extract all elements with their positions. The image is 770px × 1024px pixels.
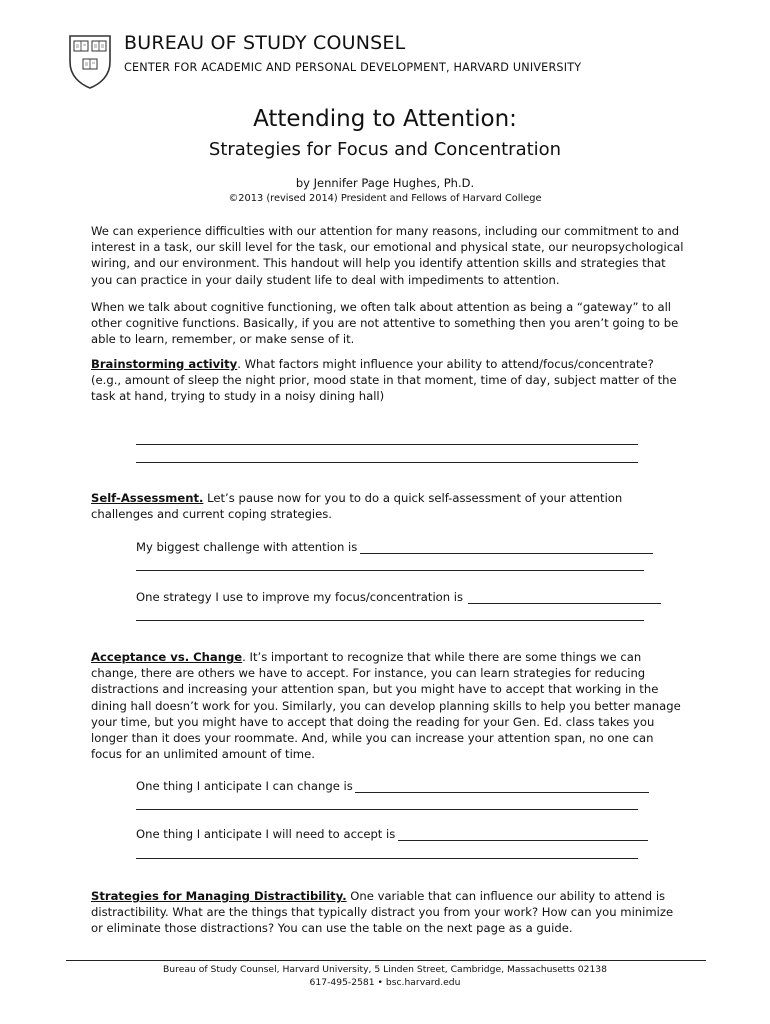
change-prompt: One thing I anticipate I can change is: [136, 779, 353, 793]
self-assessment-text: Let’s pause now for you to do a quick self-assessment of your attention challenges and current coping strategies.: [91, 491, 623, 522]
acceptance-paragraph: [91, 649, 685, 762]
document-subtitle: Strategies for Focus and Concentration: [208, 139, 562, 160]
harvard-shield-icon: [66, 32, 114, 90]
challenge-prompt: My biggest challenge with attention is: [136, 540, 358, 554]
footer-contact: 617-495-2581 • bsc.harvard.edu: [309, 977, 461, 988]
brainstorm-paragraph: [91, 356, 685, 405]
organization-name: BUREAU OF STUDY COUNSEL: [124, 32, 406, 54]
accept-prompt: One thing I anticipate I will need to accept is: [136, 827, 396, 841]
footer-divider: [66, 960, 706, 961]
distractibility-heading: Strategies for Managing Distractibility.: [91, 889, 347, 903]
change-answer-line-2[interactable]: [136, 809, 638, 810]
strategy-answer-line[interactable]: [468, 603, 661, 604]
accept-answer-line-2[interactable]: [136, 858, 638, 859]
brainstorm-heading: Brainstorming activity: [91, 357, 238, 371]
challenge-answer-line[interactable]: [360, 553, 653, 554]
brainstorm-text: . What factors might influence your ability to attend/focus/concentrate? (e.g., amount of sleep the night prior, mood state in that moment, time of day, subject matter of the task at hand, trying to study in a noisy dining hall): [91, 357, 677, 404]
intro-paragraph-1: We can experience difficulties with our attention for many reasons, including our commitment to and interest in a task, our skill level for the task, our emotional and physical state, our neuropsychological wiring, and our environment. This handout will help you identify attention skills and strategies that you can practice in your daily student life to deal with impediments to attention.: [91, 224, 684, 287]
document-title: Attending to Attention:: [253, 106, 517, 132]
accept-answer-line[interactable]: [398, 840, 648, 841]
brainstorm-answer-line-1[interactable]: [136, 444, 638, 445]
distractibility-paragraph: [91, 888, 685, 937]
acceptance-text: . It’s important to recognize that while there are some things we can change, there are others we have to accept. For instance, you can learn strategies for reducing distractions and increasing your attention span, but you might have to accept that working in the dining hall doesn’t work for you. Similarly, you can develop planning skills to help you better manage your time, but you might have to accept that doing the reading for your Gen. Ed. class takes you longer than it does your roommate. And, while you can increase your attention span, no one can focus for an unlimited amount of time.: [91, 650, 681, 762]
acceptance-heading: Acceptance vs. Change: [91, 650, 243, 664]
brainstorm-answer-line-2[interactable]: [136, 462, 638, 463]
organization-subtitle: CENTER FOR ACADEMIC AND PERSONAL DEVELOPMENT, HARVARD UNIVERSITY: [124, 61, 582, 74]
self-assessment-heading: Self-Assessment.: [91, 491, 204, 505]
strategy-prompt: One strategy I use to improve my focus/concentration is: [136, 590, 464, 604]
distractibility-text: One variable that can influence our ability to attend is distractibility. What are the things that typically distract you from your work? How can you minimize or eliminate those distractions? You can use the table on the next page as a guide.: [91, 889, 674, 936]
footer-address: Bureau of Study Counsel, Harvard University, 5 Linden Street, Cambridge, Massachusetts 02138: [163, 964, 607, 975]
challenge-answer-line-2[interactable]: [136, 570, 644, 571]
author-byline: by Jennifer Page Hughes, Ph.D.: [295, 176, 475, 190]
strategy-answer-line-2[interactable]: [136, 620, 644, 621]
intro-paragraph-2: When we talk about cognitive functioning, we often talk about attention as being a “gateway” to all other cognitive functions. Basically, if you are not attentive to something then you aren’t going to be able to learn, remember, or make sense of it.: [91, 300, 679, 347]
self-assessment-paragraph: [91, 490, 685, 522]
copyright-notice: ©2013 (revised 2014) President and Fellows of Harvard College: [228, 193, 542, 204]
change-answer-line[interactable]: [355, 792, 649, 793]
letterhead: [66, 30, 706, 90]
